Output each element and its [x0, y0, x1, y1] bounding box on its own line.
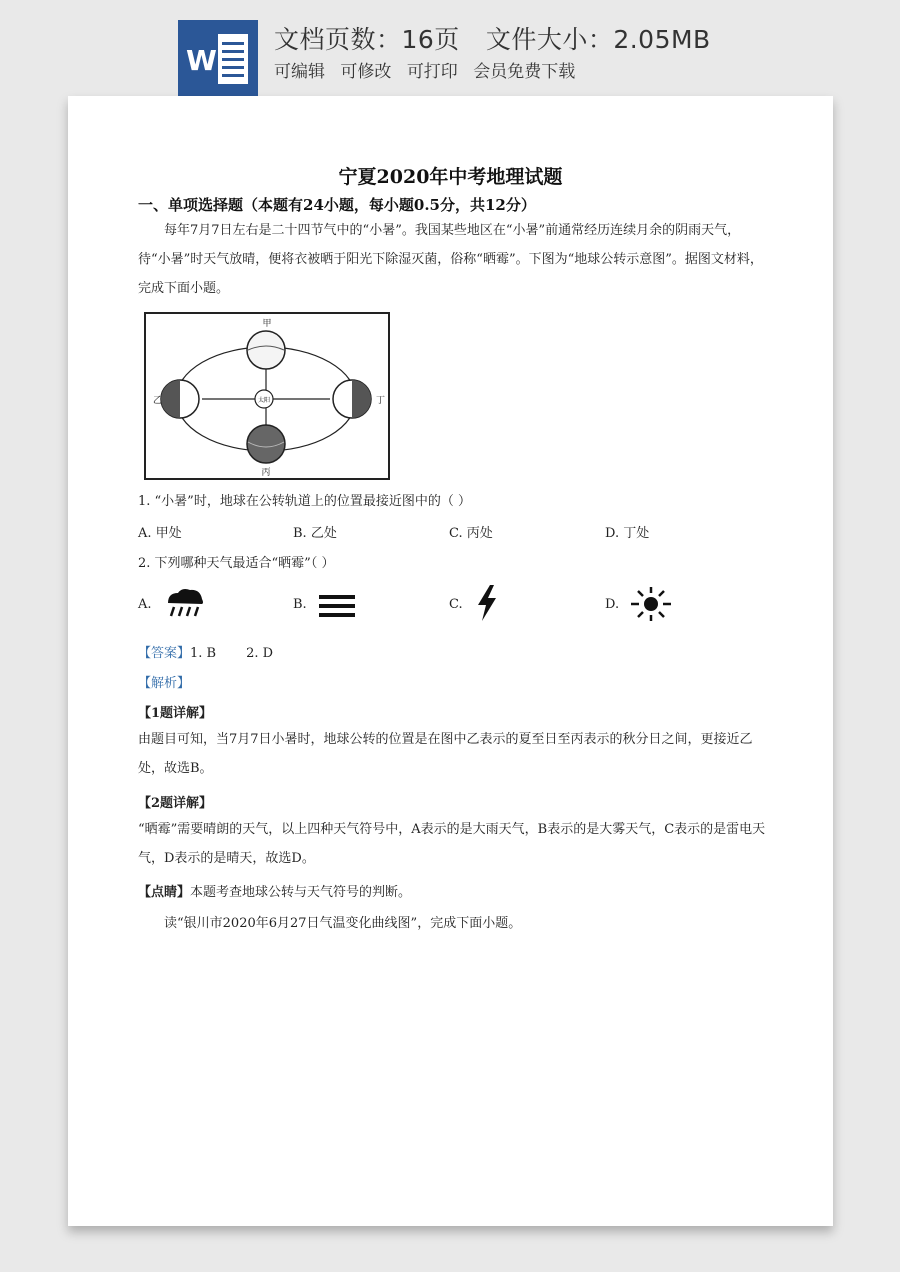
question-1-option-d: D. 丁处: [605, 526, 650, 541]
question-2-option-b: B.: [293, 597, 307, 612]
banner-title: [274, 20, 711, 56]
question-2-option-a: A.: [138, 597, 152, 612]
feature-editable: 可编辑: [274, 62, 325, 82]
page-count-label: 文档页数：16页: [274, 25, 460, 54]
section-heading: 一、单项选择题（本题有24小题，每小题0.5分，共12分）: [138, 196, 536, 214]
question-1-option-a: A. 甲处: [138, 526, 182, 541]
header-banner: [0, 0, 900, 96]
feature-modifiable: 可修改: [340, 62, 392, 82]
word-document-icon: [178, 20, 258, 96]
figure-label-bottom: 丙: [261, 468, 271, 478]
svg-text:W: W: [186, 44, 217, 77]
feature-member-download: 会员免费下载: [473, 62, 576, 82]
question-1-stem: 1. “小暑”时，地球在公转轨道上的位置最接近图中的（ ）: [138, 494, 471, 509]
document-title: 宁夏2020年中考地理试题: [338, 166, 563, 188]
banner-features: [274, 57, 585, 82]
feature-printable: 可打印: [406, 62, 458, 82]
answer-tag: 【答案】: [138, 646, 191, 661]
answer-2: 2. D: [246, 646, 274, 661]
file-size-label: 文件大小：2.05MB: [485, 25, 711, 54]
answer-1: 1. B: [190, 646, 217, 661]
earth-revolution-diagram: [144, 312, 390, 480]
comment-text: 本题考查地球公转与天气符号的判断。: [190, 885, 412, 900]
heavy-rain-icon: [164, 587, 206, 619]
figure-label-top: 甲: [262, 319, 272, 329]
fog-icon: [319, 593, 355, 619]
earth-top: [247, 331, 285, 369]
question-2-option-d: D.: [605, 597, 620, 612]
comment-tag: 【点睛】: [138, 885, 191, 900]
question-1-option-c: C. 丙处: [449, 526, 493, 541]
answer-line: [138, 642, 273, 661]
figure-label-right: 丁: [376, 396, 386, 406]
detail-2-heading: 【2题详解】: [138, 796, 213, 811]
analysis-tag: 【解析】: [138, 676, 191, 691]
next-question-intro: 读“银川市2020年6月27日气温变化曲线图”，完成下面小题。: [164, 916, 522, 931]
detail-1-text: 由题目可知，当7月7日小暑时，地球公转的位置是在图中乙表示的夏至日至丙表示的秋分日之间，更接近乙处，故选B。: [138, 732, 753, 776]
figure-label-center: 太阳: [257, 397, 271, 404]
intro-paragraph: 每年7月7日左右是二十四节气中的“小暑”。我国某些地区在“小暑”前通常经历连续月余的阴雨天气，待“小暑”时天气放晴，便将衣被晒于阳光下除湿灭菌，俗称“晒霉”。下图为“地球公转示意图”。据图文材料，完成下面小题。: [138, 223, 763, 296]
question-2-option-c: C.: [449, 597, 463, 612]
sunny-icon: [630, 586, 672, 622]
question-1-option-b: B. 乙处: [293, 526, 337, 541]
detail-2-text: “晒霉”需要晴朗的天气，以上四种天气符号中，A表示的是大雨天气，B表示的是大雾天气，C表示的是雷电天气，D表示的是晴天，故选D。: [138, 822, 766, 866]
document-page: [68, 96, 833, 1226]
comment-line: [138, 881, 411, 900]
detail-1-heading: 【1题详解】: [138, 706, 213, 721]
thunder-icon: [474, 585, 500, 621]
question-2-stem: 2. 下列哪种天气最适合“晒霉”（ ）: [138, 556, 335, 571]
figure-label-left: 乙: [153, 396, 163, 406]
